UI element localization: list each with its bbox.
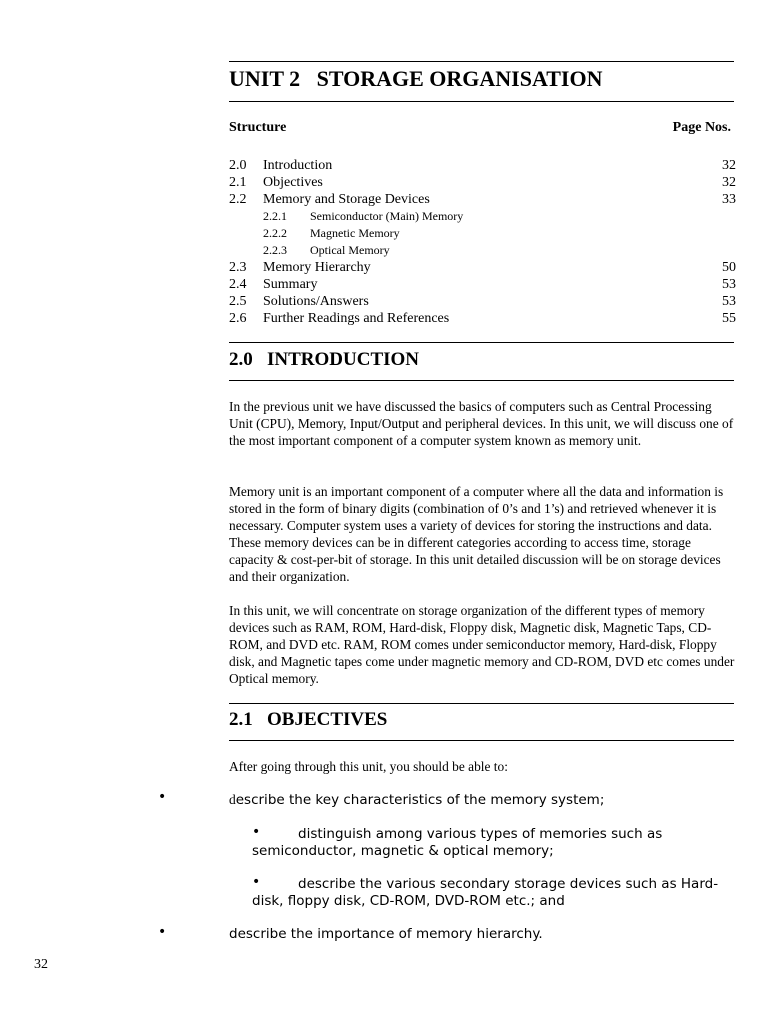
toc-page: 33 — [722, 192, 736, 207]
intro-paragraph-3: In this unit, we will concentrate on storage organization of the different types of memory devices such as RAM, ROM, Hard-disk, Floppy disk, Magnetic disk, Magnetic Taps, CD-ROM, and DVD etc. RAM, ROM comes under semiconductor memory, Hard-disk, Floppy disk, and Magnetic tapes come under magnetic memory and CD-ROM, DVD etc comes under Optical memory. — [229, 603, 735, 686]
page-nos-label: Page Nos. — [672, 120, 731, 135]
toc-item — [229, 310, 736, 327]
toc-number: 2.2.2 — [263, 226, 287, 240]
table-of-contents — [229, 157, 736, 327]
intro-bottom-rule — [229, 380, 734, 381]
page-number: 32 — [34, 957, 48, 972]
toc-subitem — [229, 208, 709, 225]
intro-paragraph-2: Memory unit is an important component of a computer where all the data and information is stored in the form of binary digits (combination of 0’s and 1’s) and retrieved whenever it is necessary. Computer system uses a variety of devices for storing the instructions and data. These memory devices can be in different categories according to access time, storage capacity & cost-per-bit of storage. In this unit detailed discussion will be on storage devices and their organization. — [229, 484, 724, 584]
toc-title: Summary — [263, 277, 318, 292]
top-rule — [229, 61, 734, 62]
structure-label: Structure — [229, 120, 287, 135]
toc-number: 2.6 — [229, 311, 247, 326]
toc-number: 2.1 — [229, 175, 247, 190]
objective-item: describe the various secondary storage devices such as Hard-disk, floppy disk, CD-ROM, DVD-ROM etc.; and — [252, 876, 719, 909]
toc-title: Optical Memory — [310, 243, 390, 257]
toc-title: Memory Hierarchy — [263, 260, 371, 275]
toc-title: Semiconductor (Main) Memory — [310, 209, 464, 223]
toc-number: 2.5 — [229, 294, 247, 309]
unit-title: UNIT 2 STORAGE ORGANISATION — [229, 66, 603, 91]
bullet-icon: • — [252, 824, 261, 840]
objective-text: escribe the key characteristics of the memory system; — [235, 792, 605, 808]
toc-page: 55 — [722, 311, 736, 326]
title-rule — [229, 101, 734, 102]
objective-item — [229, 791, 729, 809]
toc-title: Further Readings and References — [263, 311, 450, 326]
objectives-heading: 2.1 OBJECTIVES — [229, 709, 388, 730]
toc-item — [229, 157, 736, 174]
toc-item — [229, 259, 736, 276]
toc-title: Introduction — [263, 158, 333, 173]
toc-number: 2.0 — [229, 158, 247, 173]
objectives-bottom-rule — [229, 740, 734, 741]
intro-paragraph-1: In the previous unit we have discussed the basics of computers such as Central Processing Unit (CPU), Memory, Input/Output and peripheral devices. In this unit, we will discuss one of the most important component of a computer system known as memory unit. — [229, 399, 734, 448]
bullet-icon: • — [158, 924, 167, 940]
objectives-top-rule — [229, 703, 734, 704]
toc-number: 2.2.1 — [263, 209, 287, 223]
toc-page: 32 — [722, 175, 736, 190]
toc-page: 53 — [722, 294, 736, 309]
intro-top-rule — [229, 342, 734, 343]
toc-title: Objectives — [263, 175, 323, 190]
toc-title: Solutions/Answers — [263, 294, 369, 309]
intro-heading: 2.0 INTRODUCTION — [229, 349, 420, 370]
toc-number: 2.3 — [229, 260, 247, 275]
toc-subitem — [229, 242, 709, 259]
bullet-icon: • — [158, 789, 167, 805]
toc-item — [229, 191, 736, 208]
toc-title: Memory and Storage Devices — [263, 192, 430, 207]
toc-item — [229, 174, 736, 191]
toc-page: 50 — [722, 260, 736, 275]
objective-item: describe the importance of memory hierarchy. — [229, 926, 543, 942]
toc-subitem — [229, 225, 709, 242]
objectives-lead: After going through this unit, you should be able to: — [229, 759, 508, 774]
toc-number: 2.4 — [229, 277, 247, 292]
toc-title: Magnetic Memory — [310, 226, 400, 240]
toc-page: 53 — [722, 277, 736, 292]
toc-number: 2.2.3 — [263, 243, 287, 257]
toc-number: 2.2 — [229, 192, 247, 207]
toc-item — [229, 276, 736, 293]
toc-item — [229, 293, 736, 310]
objective-initial: d — [229, 792, 236, 807]
bullet-icon: • — [252, 874, 261, 890]
toc-page: 32 — [722, 158, 736, 173]
objective-item: distinguish among various types of memories such as semiconductor, magnetic & optical memory; — [252, 826, 663, 859]
